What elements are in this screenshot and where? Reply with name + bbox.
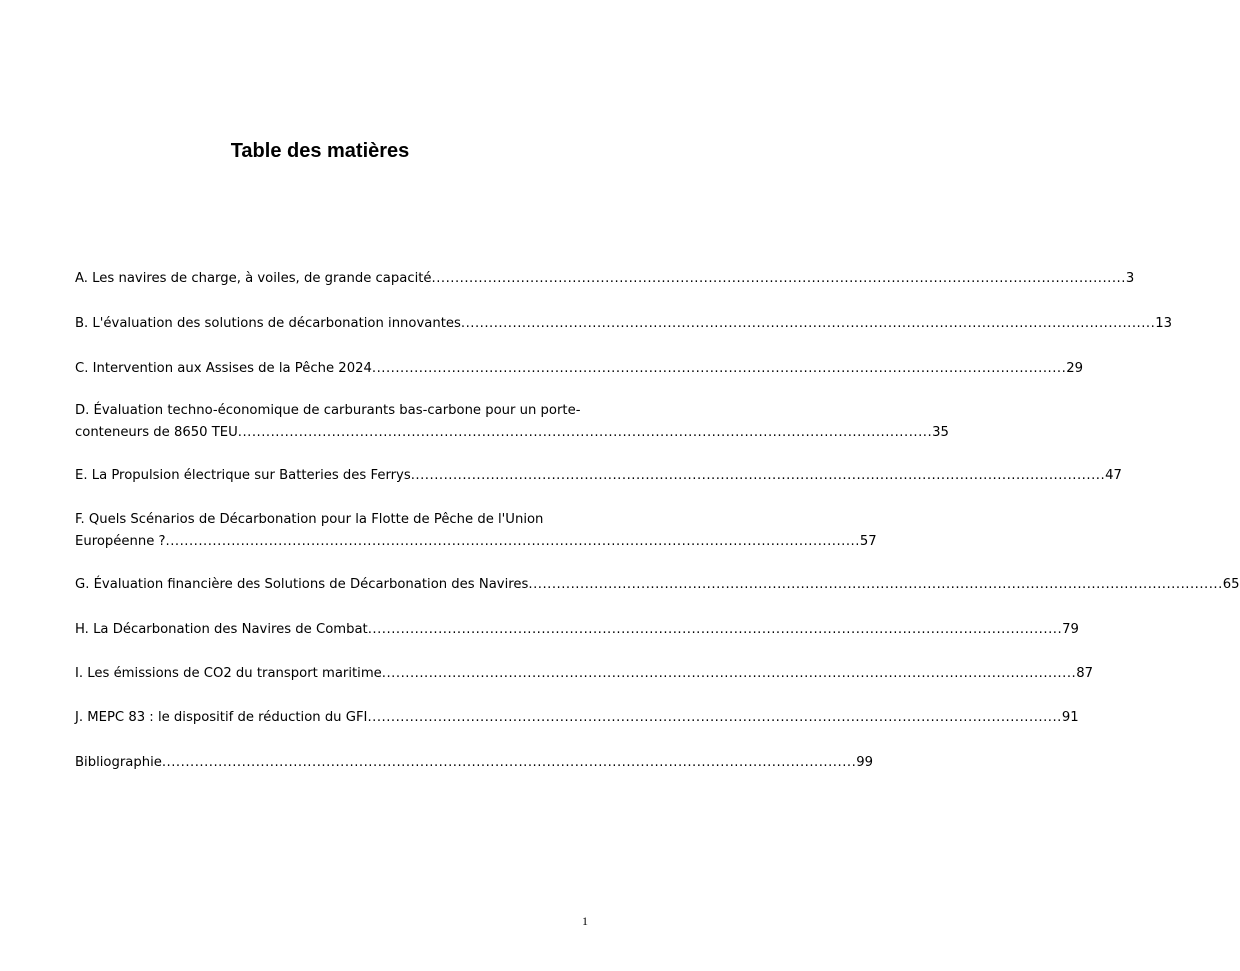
toc-entry-text: C. Intervention aux Assises de la Pêche 2024	[75, 361, 372, 376]
toc-entry-page: 87	[1076, 666, 1093, 681]
toc-entry-text: I. Les émissions de CO2 du transport maritime	[75, 666, 382, 681]
toc-entry-page: 99	[856, 755, 874, 770]
toc-entry-text: Bibliographie	[75, 755, 162, 770]
toc-entry-text: E. La Propulsion électrique sur Batteries des Ferrys	[75, 468, 411, 483]
toc-entry-i[interactable]	[75, 663, 1093, 685]
toc-entry-page: 65	[1222, 577, 1240, 592]
toc-entry-a[interactable]	[75, 268, 1135, 290]
leader-dots: ....................................................................................................................................................	[410, 468, 1106, 483]
toc-entry-text: Européenne ?	[75, 534, 166, 549]
toc-entry-text: A. Les navires de charge, à voiles, de grande capacité	[75, 271, 432, 286]
toc-entry-e[interactable]	[75, 465, 1122, 487]
page-number: 1	[582, 914, 588, 928]
toc-entry-page: 79	[1062, 622, 1079, 637]
toc-entry-text: B. L'évaluation des solutions de décarbonation innovantes	[75, 316, 461, 331]
toc-entry-c[interactable]	[75, 358, 1084, 380]
toc-entry-text-line1: F. Quels Scénarios de Décarbonation pour la Flotte de Pêche de l'Union	[75, 512, 544, 527]
leader-dots: ....................................................................................................................................................	[431, 271, 1126, 286]
toc-entry-d[interactable]	[75, 400, 949, 444]
toc-entry-page: 47	[1105, 468, 1122, 483]
toc-entry-bibliographie[interactable]	[75, 752, 874, 774]
toc-entry-page: 13	[1155, 316, 1173, 331]
toc-entry-j[interactable]	[75, 707, 1079, 729]
toc-entry-g[interactable]	[75, 574, 1240, 596]
toc-entry-page: 3	[1125, 271, 1135, 286]
leader-dots: ....................................................................................................................................................	[237, 425, 933, 440]
toc-entry-text: G. Évaluation financière des Solutions de Décarbonation des Navires	[75, 577, 529, 592]
toc-entry-page: 29	[1066, 361, 1084, 376]
toc-entry-page: 91	[1061, 710, 1079, 725]
leader-dots: ....................................................................................................................................................	[371, 361, 1067, 376]
leader-dots: ....................................................................................................................................................	[460, 316, 1156, 331]
leader-dots: ....................................................................................................................................................	[528, 577, 1223, 592]
toc-entry-text: conteneurs de 8650 TEU	[75, 425, 238, 440]
toc-entry-f[interactable]	[75, 509, 877, 553]
leader-dots: ....................................................................................................................................................	[367, 710, 1062, 725]
leader-dots: ....................................................................................................................................................	[165, 534, 860, 549]
toc-entry-h[interactable]	[75, 619, 1079, 641]
toc-entry-page: 57	[859, 534, 877, 549]
toc-entry-text: H. La Décarbonation des Navires de Combat	[75, 622, 368, 637]
leader-dots: ....................................................................................................................................................	[381, 666, 1077, 681]
toc-entry-text-line1: D. Évaluation techno-économique de carburants bas-carbone pour un porte-	[75, 403, 581, 418]
leader-dots: ....................................................................................................................................................	[161, 755, 857, 770]
leader-dots: ....................................................................................................................................................	[367, 622, 1063, 637]
toc-entry-b[interactable]	[75, 313, 1173, 335]
toc-entry-text: J. MEPC 83 : le dispositif de réduction du GFI	[75, 710, 368, 725]
toc-entry-page: 35	[932, 425, 949, 440]
page-title: Table des matières	[230, 140, 410, 162]
